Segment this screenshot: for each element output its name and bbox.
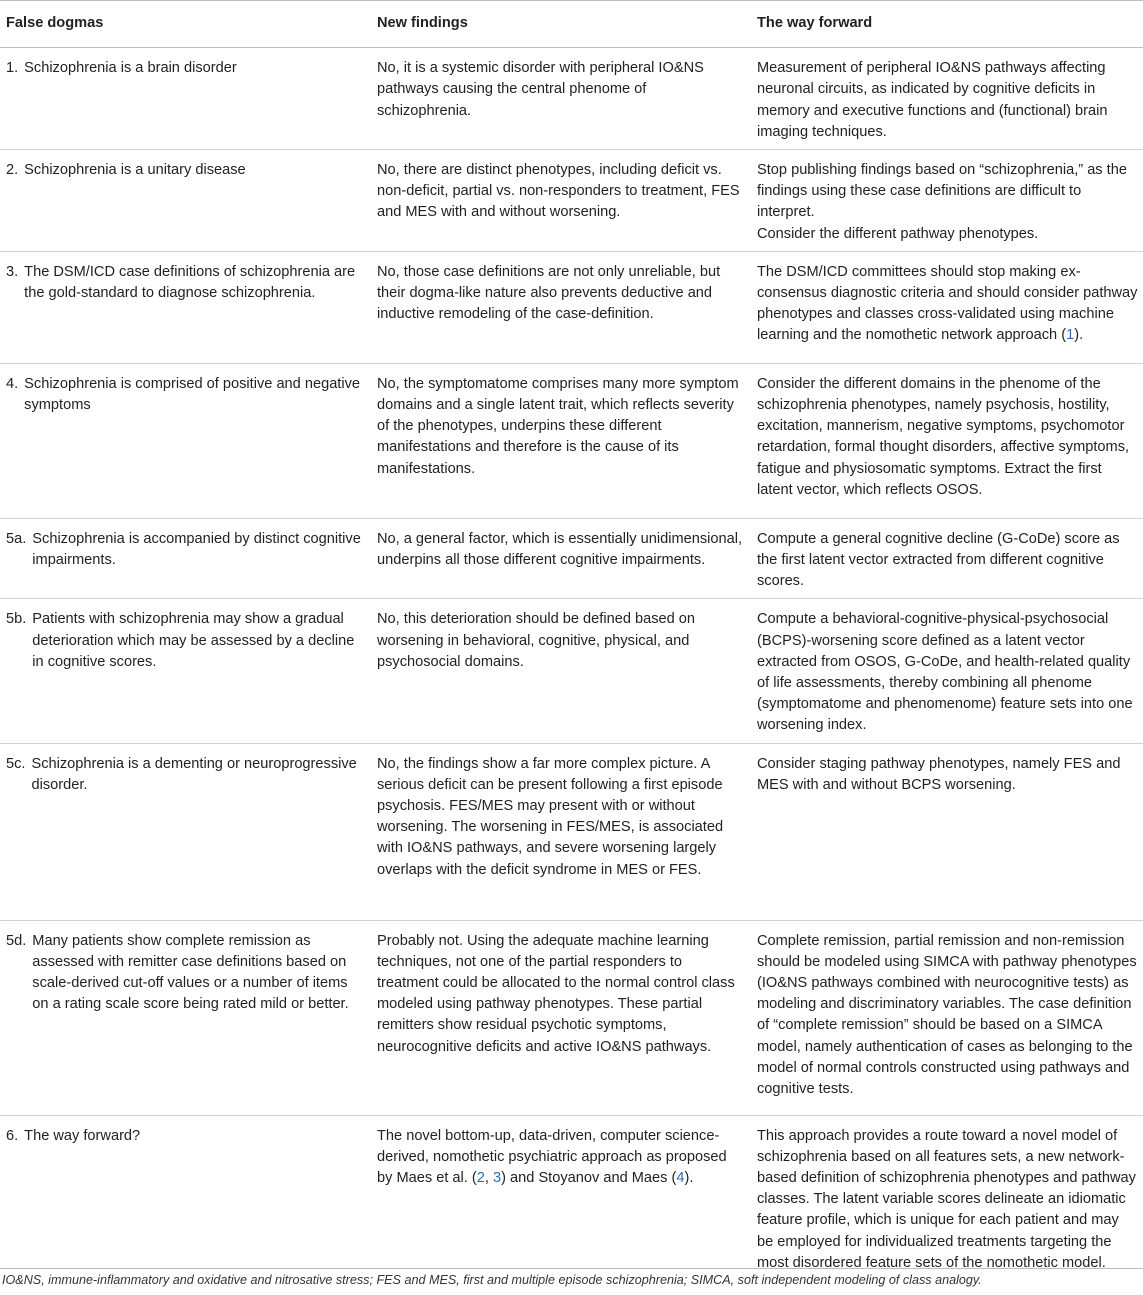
dogma-text: Schizophrenia is a brain disorder [24, 60, 237, 77]
dogma-cell [0, 251, 369, 363]
row-number: 5b. [6, 611, 27, 628]
reference-link[interactable]: 1 [1066, 327, 1075, 344]
reference-link[interactable]: 4 [676, 1170, 685, 1187]
forward-cell: Measurement of peripheral IO&NS pathways affecting neuronal circuits, as indicated by cognitive deficits in memory and executive functions and (functional) brain imaging techniques. [747, 48, 1143, 150]
row-number: 5d. [6, 932, 27, 949]
table-footnote: IO&NS, immune-inflammatory and oxidative and nitrosative stress; FES and MES, first and multiple episode schizophrenia; SIMCA, soft independent modeling of class analogy. [0, 1268, 1143, 1287]
dogma-text: Schizophrenia is a unitary disease [24, 162, 246, 179]
row-number: 1. [6, 60, 19, 77]
row-number: 5a. [6, 530, 27, 547]
table-row [0, 48, 1143, 150]
header-new-findings: New findings [369, 1, 747, 48]
table-row [0, 251, 1143, 363]
dogma-text: The DSM/ICD case definitions of schizophrenia are the gold-standard to diagnose schizophrenia. [24, 263, 356, 302]
forward-text: Stop publishing findings based on “schizophrenia,” as the findings using these case definitions are difficult to interpret. [757, 162, 1127, 221]
dogma-cell [0, 599, 369, 743]
table-row [0, 363, 1143, 518]
row-number: 2. [6, 162, 19, 179]
row-number: 5c. [6, 755, 26, 772]
table-row [0, 599, 1143, 743]
dogma-cell [0, 363, 369, 518]
finding-cell: No, the findings show a far more complex picture. A serious deficit can be present following a first episode psychosis. FES/MES may present with or without worsening. The worsening in FES/MES, is associated with IO&NS pathways, and severe worsening largely overlaps with the deficit syndrome in MES or FES. [369, 743, 747, 920]
finding-text-sep: , [484, 1170, 493, 1187]
row-number: 4. [6, 375, 19, 392]
dogma-text: Many patients show complete remission as assessed with remitter case definitions based on scale-derived cut-off values or a number of items on a rating scale score being rated mild or better. [32, 932, 349, 1013]
reference-link[interactable]: 3 [493, 1170, 502, 1187]
row-number: 6. [6, 1127, 19, 1144]
forward-text-2: Consider the different pathway phenotypes. [757, 225, 1039, 242]
finding-cell: No, there are distinct phenotypes, including deficit vs. non-deficit, partial vs. non-responders to treatment, FES and MES with and without worsening. [369, 150, 747, 252]
forward-cell: Complete remission, partial remission and non-remission should be modeled using SIMCA with pathway phenotypes (IO&NS pathways combined with neurocognitive tests) as modeling and discriminatory variables. The case definition of “complete remission” should be based on a SIMCA model, namely authentication of cases as belonging to the model of normal controls constructed using pathways and cognitive tests. [747, 920, 1143, 1115]
forward-text: The DSM/ICD committees should stop making ex-consensus diagnostic criteria and should consider pathway phenotypes and classes cross-validated using machine learning and the nomothetic network approach ( [757, 263, 1138, 344]
table-row [0, 518, 1143, 599]
forward-cell: Consider the different domains in the phenome of the schizophrenia phenotypes, namely psychosis, hostility, excitation, mannerism, negative symptoms, psychomotor retardation, formal thought disorders, affective symptoms, fatigue and physiosomatic symptoms. Extract the first latent vector, which reflects OSOS. [747, 363, 1143, 518]
dogma-text: Schizophrenia is accompanied by distinct cognitive impairments. [32, 530, 361, 569]
forward-cell: This approach provides a route toward a novel model of schizophrenia based on all features sets, a new network-based definition of schizophrenia phenotypes and pathway classes. The latent variable scores delineate an idiomatic feature profile, which is unique for each patient and may be employed for individualized treatments targeting the most disordered feature sets of the nomothetic model. [747, 1115, 1143, 1295]
header-way-forward: The way forward [747, 1, 1143, 48]
table-row [0, 743, 1143, 920]
finding-cell: No, those case definitions are not only unreliable, but their dogma-like nature also prevents deductive and inductive remodeling of the case-definition. [369, 251, 747, 363]
finding-cell: No, this deterioration should be defined based on worsening in behavioral, cognitive, physical, and psychosocial domains. [369, 599, 747, 743]
forward-cell: Compute a general cognitive decline (G-CoDe) score as the first latent vector extracted from different cognitive scores. [747, 518, 1143, 599]
forward-cell [747, 150, 1143, 252]
dogma-text: Schizophrenia is a dementing or neuroprogressive disorder. [31, 755, 357, 793]
forward-cell: Compute a behavioral-cognitive-physical-psychosocial (BCPS)-worsening score defined as a latent vector extracted from OSOS, G-CoDe, and health-related quality of life assessments, thereby combining all phenome (symptomatome and phenomenome) feature sets into one worsening index. [747, 599, 1143, 743]
finding-text-end: ). [684, 1170, 694, 1187]
reference-link[interactable]: 2 [476, 1170, 485, 1187]
row-number: 3. [6, 263, 19, 280]
finding-cell: No, the symptomatome comprises many more symptom domains and a single latent trait, which reflects severity of the phenotypes, underpins these different manifestations and therefore is the cause of its manifestations. [369, 363, 747, 518]
header-row [0, 1, 1143, 48]
dogma-text: Patients with schizophrenia may show a gradual deterioration which may be assessed by a decline in cognitive scores. [32, 611, 355, 670]
finding-cell: No, it is a systemic disorder with peripheral IO&NS pathways causing the central phenome of schizophrenia. [369, 48, 747, 150]
forward-cell [747, 251, 1143, 363]
dogma-cell [0, 150, 369, 252]
header-false-dogmas: False dogmas [0, 1, 369, 48]
dogma-text: Schizophrenia is comprised of positive and negative symptoms [24, 375, 361, 414]
finding-text: The novel bottom-up, data-driven, computer science-derived, nomothetic psychiatric approach as proposed by Maes et al. ( [377, 1127, 727, 1187]
dogma-cell [0, 743, 369, 920]
dogma-cell [0, 518, 369, 599]
finding-text-mid: ) and Stoyanov and Maes ( [501, 1170, 677, 1187]
forward-cell: Consider staging pathway phenotypes, namely FES and MES with and without BCPS worsening. [747, 743, 1143, 920]
dogma-cell [0, 920, 369, 1115]
table-row [0, 920, 1143, 1115]
forward-text-end: ). [1074, 327, 1084, 344]
dogma-text: The way forward? [24, 1127, 141, 1144]
dogma-cell [0, 48, 369, 150]
table-row [0, 150, 1143, 252]
finding-cell: Probably not. Using the adequate machine learning techniques, not one of the partial responders to treatment could be allocated to the normal control class modeled using pathway phenotypes. These partial remitters show residual psychotic symptoms, neurocognitive deficits and active IO&NS pathways. [369, 920, 747, 1115]
finding-cell: No, a general factor, which is essentially unidimensional, underpins all those different cognitive impairments. [369, 518, 747, 599]
